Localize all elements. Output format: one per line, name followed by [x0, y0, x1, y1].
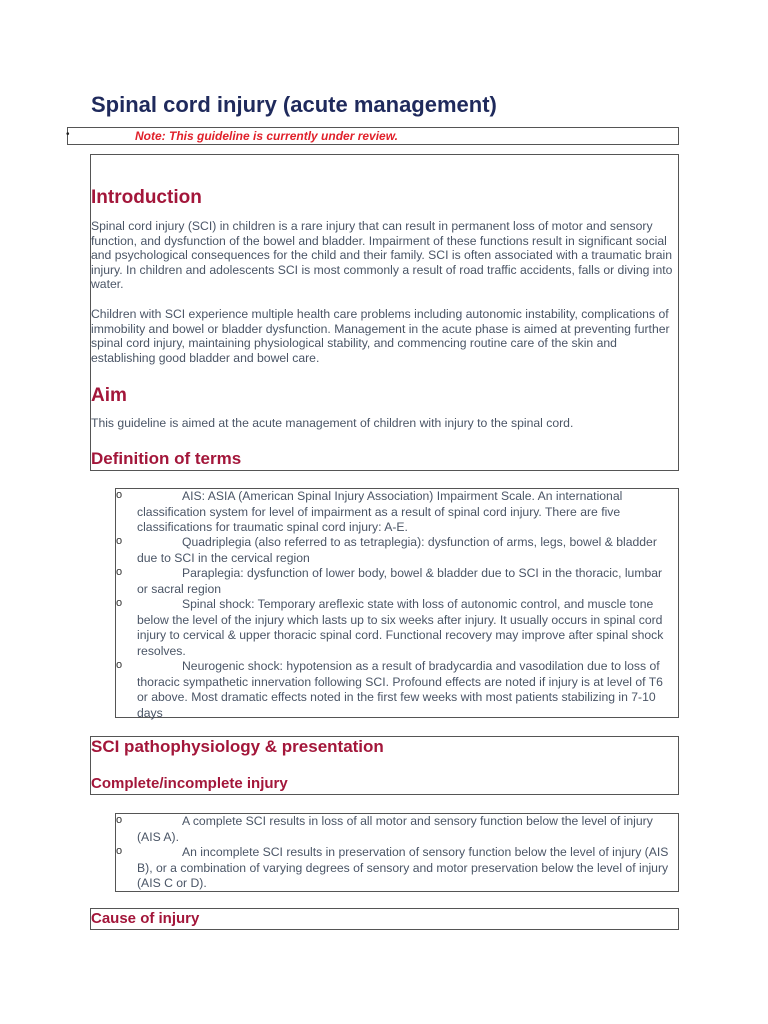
cause-heading: Cause of injury — [91, 910, 200, 927]
complete-incomplete-list — [115, 813, 679, 892]
introduction-paragraph-1: Spinal cord injury (SCI) in children is a rare injury that can result in permanent loss of motor and sensory function, and dysfunction of the bowel and bladder. Impairment of these functions result in significant social and psychological consequences for the child and their family. SCI is often associated with a traumatic brain injury. In children and adolescents SCI is most commonly a result of road traffic accidents, falls or diving into water. — [91, 219, 673, 292]
definitions-heading: Definition of terms — [91, 449, 242, 468]
definition-neurogenic-shock: Neurogenic shock: hypotension as a result of bradycardia and vasodilation due to loss of thoracic sympathetic innervation following SCI. Profound effects are noted if injury is at level of T6 or above. Most dramatic effects noted in the first few weeks with most patients stabilizing in 7-10 days — [137, 659, 663, 720]
aim-heading: Aim — [91, 385, 127, 406]
definition-ais: AIS: ASIA (American Spinal Injury Association) Impairment Scale. An international classification system for level of impairment as a result of spinal cord injury. There are five classifications for traumatic spinal cord injury: A-E. — [137, 489, 623, 535]
definitions-list — [115, 488, 679, 718]
pathophysiology-heading: SCI pathophysiology & presentation — [91, 737, 384, 756]
cause-section — [90, 908, 679, 930]
list-marker: o — [116, 845, 123, 857]
introduction-paragraph-2: Children with SCI experience multiple health care problems including autonomic instability, complications of immobility and bowel or bladder dysfunction. Management in the acute phase is aimed at preventing further spinal cord injury, maintaining physiological stability, and commencing routine care of the skin and establishing good bladder and bowel care. — [91, 307, 670, 365]
list-marker: o — [116, 535, 123, 547]
definition-spinal-shock: Spinal shock: Temporary areflexic state with loss of autonomic control, and muscle tone below the level of the injury which lasts up to six weeks after injury. It usually occurs in spinal cord injury to cervical & upper thoracic spinal cord. Functional recovery may improve after spinal shock resolves. — [137, 597, 664, 658]
complete-sci-item: A complete SCI results in loss of all motor and sensory function below the level of injury (AIS A). — [137, 814, 653, 844]
note-bullet: • — [66, 129, 70, 140]
review-note-box — [67, 127, 679, 145]
pathophysiology-section — [90, 736, 679, 795]
list-marker: o — [116, 566, 123, 578]
page-title: Spinal cord injury (acute management) — [91, 92, 497, 117]
introduction-heading: Introduction — [91, 187, 202, 208]
list-marker: o — [116, 814, 123, 826]
aim-text: This guideline is aimed at the acute management of children with injury to the spinal cord. — [91, 416, 574, 430]
list-marker: o — [116, 659, 123, 671]
complete-incomplete-heading: Complete/incomplete injury — [91, 775, 288, 792]
definition-paraplegia: Paraplegia: dysfunction of lower body, bowel & bladder due to SCI in the thoracic, lumbar or sacral region — [137, 566, 663, 596]
list-marker: o — [116, 597, 123, 609]
definition-quadriplegia: Quadriplegia (also referred to as tetraplegia): dysfunction of arms, legs, bowel & bladder due to SCI in the cervical region — [137, 535, 657, 565]
list-marker: o — [116, 489, 123, 501]
incomplete-sci-item: An incomplete SCI results in preservation of sensory function below the level of injury (AIS B), or a combination of varying degrees of sensory and motor preservation below the level of injury (AIS C or D). — [137, 845, 669, 891]
introduction-section — [90, 154, 679, 471]
review-note-text: Note: This guideline is currently under review. — [135, 129, 398, 143]
